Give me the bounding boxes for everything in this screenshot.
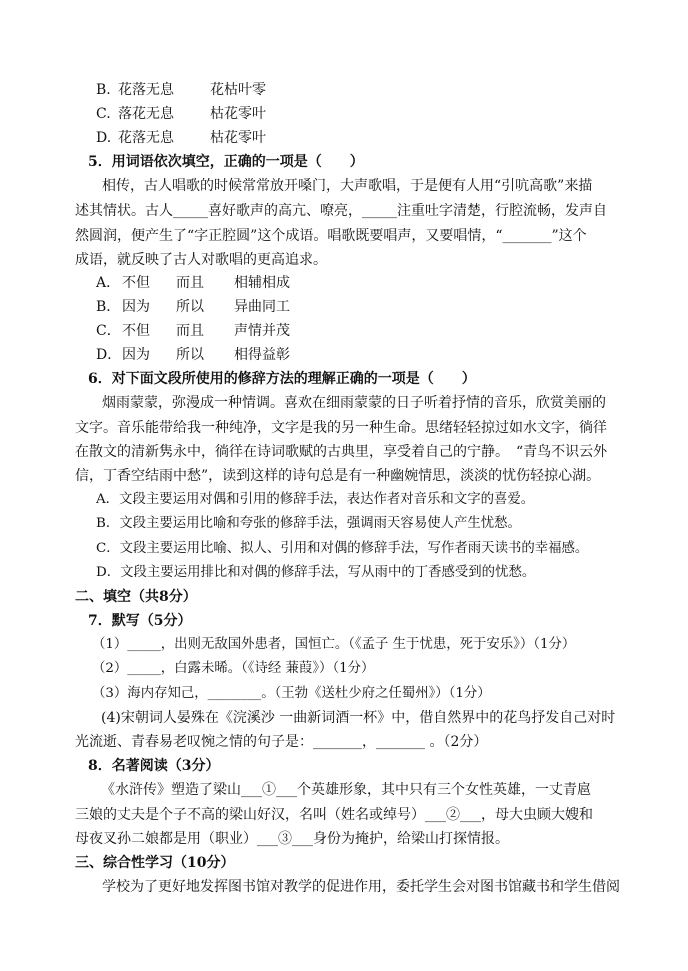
q6-option-a: A．文段主要运用对偶和引用的修辞手法，表达作者对音乐和文字的喜爱。 [96,492,535,507]
q5-para-line-1: 相传，古人唱歌的时候常常放开嗓门，大声歌唱，于是便有人用“引吭高歌”来描 [102,178,593,194]
q8-line-2: 三娘的丈夫是个子不高的梁山好汉，名叫（姓名或绰号）___②___，母大虫顾大嫂和 [75,807,593,823]
q6-para-line-1: 烟雨蒙蒙，弥漫成一种情调。喜欢在细雨蒙蒙的日子听着抒情的音乐，欣赏美丽的 [102,395,606,411]
q5-option-d: D．因为 所以 相得益彰 [96,347,290,363]
q5-para-line-2: 述其情状。古人_____喜好歌声的高亢、嘹亮，_____注重吐字清楚，行腔流畅，发声自 [75,203,607,219]
q6-para-line-2: 文字。音乐能带给我一种纯净，文字是我的另一种生命。思绪轻轻掠过如水文字，徜徉 [75,420,607,436]
q7-item-4-line-1: (4)宋朝词人晏殊在《浣溪沙 一曲新词酒一杯》中，借自然界中的花鸟抒发自己对时 [101,710,616,726]
q4-option-d: D. 花落无息 枯花零叶 [96,130,266,146]
q5-stem: 5．用词语依次填空，正确的一项是（ ） [88,154,364,170]
q6-option-b: B．文段主要运用比喻和夸张的修辞手法，强调雨天容易使人产生忧愁。 [96,516,521,531]
q6-stem: 6．对下面文段所使用的修辞方法的理解正确的一项是（ ） [88,371,476,387]
q8-line-3: 母夜叉孙二娘都是用（职业）___③___身份为掩护，给梁山打探情报。 [75,831,509,847]
section-2-title: 二、填空（共8分） [75,589,197,605]
q6-para-line-3: 在散文的清新隽永中，徜徉在诗词歌赋的古典里，享受着自己的宁静。 “青鸟不识云外 [75,444,608,460]
q5-option-c: C．不但 而且 声情并茂 [96,323,290,339]
sec3-para-line-1: 学校为了更好地发挥图书馆对教学的促进作用，委托学生会对图书馆藏书和学生借阅 [102,879,620,895]
q4-option-b: B. 花落无息 花枯叶零 [96,82,266,98]
q8-line-1: 《水浒传》塑造了梁山___①___个英雄形象，其中只有三个女性英雄，一丈青扈 [101,782,591,798]
q6-option-d: D．文段主要运用排比和对偶的修辞手法，写从雨中的丁香感受到的忧愁。 [96,565,536,580]
section-3-title: 三、综合性学习（10分） [75,855,235,871]
q5-option-b: B． 因为 所以 异曲同工 [96,299,290,315]
q7-item-4-line-2: 光流逝、青春易老叹惋之情的句子是：_______，_______ 。（2分） [75,734,488,750]
q5-para-line-3: 然圆润，便产生了“字正腔圆”这个成语。唱歌既要唱声，又要唱情，“_______”这个 [75,228,587,244]
q5-option-a: A． 不但 而且 相辅相成 [96,275,290,291]
q8-title: 8．名著阅读（3分） [88,758,220,774]
q6-para-line-4: 信，丁香空结雨中愁”，读到这样的诗句总是有一种幽婉情思，淡淡的忧伤轻掠心湖。 [75,468,601,484]
q7-item-3: （3）海内存知己，________。（王勃《送杜少府之任蜀州》）（1分） [92,686,491,701]
q5-para-line-4: 成语，就反映了古人对歌唱的更高追求。 [75,252,327,268]
q6-option-c: C．文段主要运用比喻、拟人、引用和对偶的修辞手法，写作者雨天读书的幸福感。 [96,541,589,556]
q7-item-2: （2）_____，白露未晞。（《诗经 蒹葭》）（1分） [92,661,375,676]
q4-option-c: C. 落花无息 枯花零叶 [96,106,266,122]
q7-title: 7．默写（5分） [88,613,192,629]
q7-item-1: （1）_____，出则无敌国外患者，国恒亡。（《孟子 生于忧患，死于安乐》）（1分） [92,637,576,652]
